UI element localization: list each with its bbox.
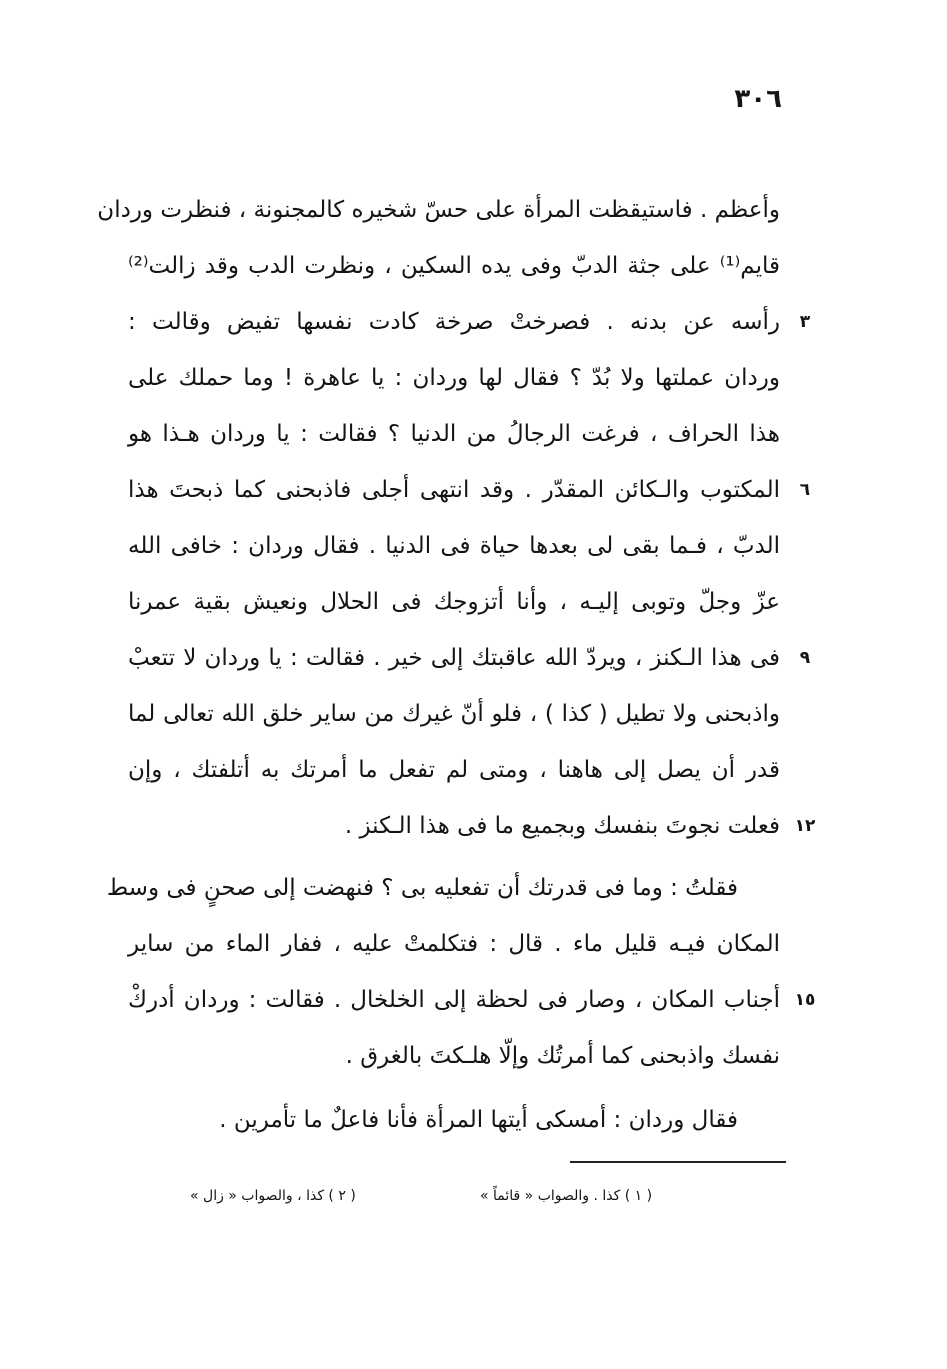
text-line: قايم⁽¹⁾ على جثة الدبّ وفى يده السكين ، ونظرت الدب وقد زالت⁽²⁾ bbox=[128, 253, 780, 279]
line-number: ٦ bbox=[799, 480, 811, 500]
text-line: فى هذا الـكنز ، ويردّ الله عاقبتك إلى خير . فقالت : يا وردان لا تتعبْ bbox=[128, 645, 780, 671]
footnote-2: ( ٢ ) كذا ، والصواب « زال » bbox=[190, 1188, 356, 1204]
footnote-1: ( ١ ) كذا . والصواب « قائماً » bbox=[480, 1188, 653, 1204]
text-line: فقلتُ : وما فى قدرتك أن تفعليه بى ؟ فنهضت إلى صحنٍ فى وسط bbox=[106, 875, 738, 901]
text-line: قدر أن يصل إلى هاهنا ، ومتى لم تفعل ما أمرتك به أتلفتك ، وإن bbox=[128, 757, 780, 783]
text-line: رأسه عن بدنه . فصرختْ صرخة كادت نفسها تفيض وقالت : bbox=[128, 309, 780, 335]
text-line: فعلت نجوتَ بنفسك وبجميع ما فى هذا الـكنز . bbox=[344, 813, 780, 839]
line-number: ١٢ bbox=[794, 816, 816, 836]
text-line: الدبّ ، فـما بقى لى بعدها حياة فى الدنيا . فقال وردان : خافى الله bbox=[128, 533, 780, 559]
text-line: أجناب المكان ، وصار فى لحظة إلى الخلخال . فقالت : وردان أدركْ bbox=[128, 987, 780, 1013]
text-line: واذبحنى ولا تطيل ( كذا ) ، فلو أنّ غيرك من ساير خلق الله تعالى لما bbox=[128, 701, 780, 727]
text-line: المكتوب والـكائن المقدّر . وقد انتهى أجلى فاذبحنى كما ذبحتَ هذا bbox=[128, 477, 780, 503]
text-line: المكان فيـه قليل ماء . قال : فتكلمتْ عليه ، ففار الماء من ساير bbox=[128, 931, 780, 957]
text-line: وأعظم . فاستيقظت المرأة على حسّ شخيره كالمجنونة ، فنظرت وردان bbox=[97, 197, 780, 223]
text-line: عزّ وجلّ وتوبى إليـه ، وأنا أتزوجك فى الحلال ونعيش بقية عمرنا bbox=[128, 589, 780, 615]
text-line: وردان عملتها ولا بُدّ ؟ فقال لها وردان : يا عاهرة ! وما حملك على bbox=[128, 365, 780, 391]
line-number: ١٥ bbox=[794, 990, 816, 1010]
text-line: نفسك واذبحنى كما أمرتُك وإلّا هلـكتَ بالغرق . bbox=[345, 1043, 780, 1069]
page-number: ٣٠٦ bbox=[734, 84, 782, 114]
line-number: ٩ bbox=[799, 648, 811, 668]
text-line: فقال وردان : أمسكى أيتها المرأة فأنا فاعلٌ ما تأمرين . bbox=[219, 1107, 738, 1133]
text-line: هذا الحراف ، فرغت الرجالُ من الدنيا ؟ فقالت : يا وردان هـذا هو bbox=[128, 421, 780, 447]
line-number: ٣ bbox=[799, 312, 811, 332]
footnote-rule bbox=[570, 1161, 786, 1163]
